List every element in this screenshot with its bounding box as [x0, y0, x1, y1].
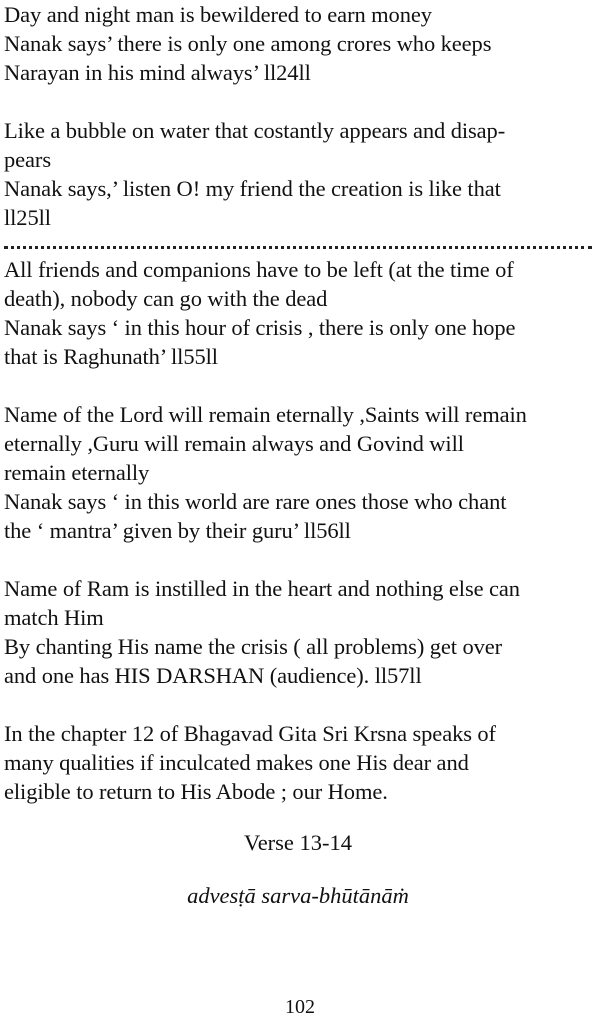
paragraph-gap — [4, 87, 592, 116]
verse-block-55 — [4, 255, 592, 371]
page-number: 102 — [285, 996, 315, 1018]
text-line: By chanting His name the crisis ( all problems) get over — [4, 634, 503, 659]
verse-block-57 — [4, 574, 592, 690]
sanskrit-line: advesṭā sarva-bhūtānāṁ — [187, 883, 409, 908]
text-line: Like a bubble on water that costantly appears and disap- — [4, 118, 506, 143]
paragraph-gap — [4, 371, 592, 400]
text-line: the ‘ mantra’ given by their guru’ ll56ll — [4, 518, 351, 543]
text-line: many qualities if inculcated makes one His dear and — [4, 750, 469, 775]
text-line: Nanak says,’ listen O! my friend the creation is like that — [4, 176, 501, 201]
text-line: In the chapter 12 of Bhagavad Gita Sri Krsna speaks of — [4, 721, 496, 746]
text-line: eligible to return to His Abode ; our Home. — [4, 779, 388, 804]
text-line: Nanak says ‘ in this hour of crisis , there is only one hope — [4, 315, 516, 340]
verse-heading: Verse 13-14 — [243, 830, 353, 855]
text-line: Narayan in his mind always’ ll24ll — [4, 60, 311, 85]
dotted-separator — [4, 246, 592, 249]
text-line: Day and night man is bewildered to earn money — [4, 2, 432, 27]
text-line: ll25ll — [4, 205, 51, 230]
verse-block-25 — [4, 116, 592, 232]
text-line: remain eternally — [4, 460, 150, 485]
text-line: Nanak says ‘ in this world are rare ones those who chant — [4, 489, 507, 514]
gita-paragraph — [4, 719, 592, 806]
text-line: and one has HIS DARSHAN (audience). ll57ll — [4, 663, 422, 688]
text-line: Name of Ram is instilled in the heart and nothing else can — [4, 576, 520, 601]
text-line: match Him — [4, 605, 104, 630]
text-line: eternally ,Guru will remain always and Govind will — [4, 431, 464, 456]
text-line: pears — [4, 147, 51, 172]
verse-block-24 — [4, 0, 592, 87]
text-line: Nanak says’ there is only one among crores who keeps — [4, 31, 492, 56]
text-line: Name of the Lord will remain eternally ,Saints will remain — [4, 402, 527, 427]
text-line: that is Raghunath’ ll55ll — [4, 344, 218, 369]
text-line: death), nobody can go with the dead — [4, 286, 328, 311]
paragraph-gap — [4, 690, 592, 719]
verse-block-56 — [4, 400, 592, 545]
paragraph-gap — [4, 545, 592, 574]
text-line: All friends and companions have to be left (at the time of — [4, 257, 514, 282]
